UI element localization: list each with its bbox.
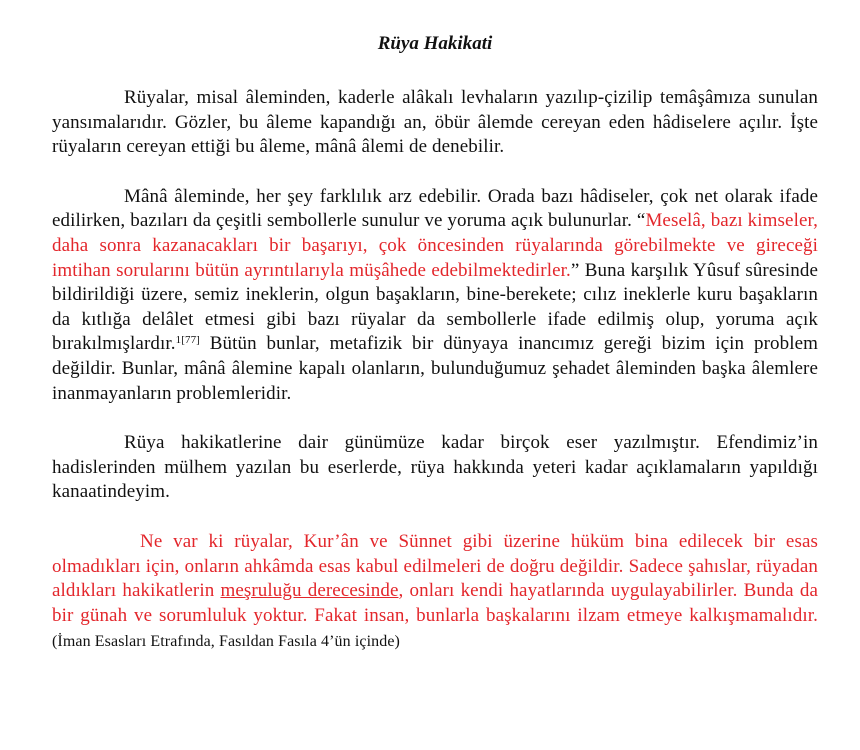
quote-open: “	[636, 210, 646, 232]
paragraph-2	[52, 185, 818, 406]
underlined-phrase: meşruluğu derecesinde	[220, 580, 399, 602]
paragraph-4-part1: Ne var ki rüyalar, Kur’ân ve Sünnet gibi üzerine hüküm bina edilecek bir esas olmadıkları için, onların ahkâmda esas kabul edilmeleri de doğru değildir. Sadece şahıslar, rüyadan aldıkları hakikatlerin	[52, 530, 818, 602]
paragraph-2-intro: Mânâ âleminde, her şey farklılık arz edebilir. Orada bazı hâdiseler, çok net olarak ifade edilirken, bazıları da çeşitli sembollerle sunulur ve yoruma açık bulunurlar.	[52, 185, 818, 232]
quote-highlight: Meselâ, bazı kimseler, daha sonra kazanacakları bir başarıyı, çok öncesinden rüyalarında görebilmekte ve gireceği imtihan sorularını bütün ayrıntılarıyla müşâhede edebilmektedirler.	[52, 210, 818, 281]
quote-close: ”	[570, 259, 585, 281]
document-page	[52, 30, 818, 680]
paragraph-3: Rüya hakikatlerine dair günümüze kadar birçok eser yazılmıştır. Efendimiz’in hadislerinden mülhem yazılan bu eserlerde, rüya hakkında yeteri kadar açıklamaların yapıldığı kanaatindeyim.	[52, 432, 818, 503]
paragraph-4-part2: , onları kendi hayatlarında uygulayabilirler. Bunda da bir günah ve sorumluluk yoktur. Fakat insan, bunlarla başkalarını ilzam etmeye kalkışmamalıdır.	[52, 580, 818, 626]
paragraph-4	[52, 530, 818, 655]
paragraph-1: Rüyalar, misal âleminden, kaderle alâkalı levhaların yazılıp-çizilip temâşâmıza sunulan yansımalarıdır. Gözler, bu âleme kapandığı an, öbür âlemde cereyan eden hâdiselere açılır. İşte rüyaların cereyan ettiği bu âleme, mânâ âlemi de denebilir.	[52, 87, 818, 158]
paragraph-2-middle: Buna karşılık Yûsuf sûresinde bildirildiği üzere, semiz ineklerin, olgun başakların, bine-berekete; cılız ineklerle kuru başakların da kıtlığa delâlet etmesi gibi bazı rüyalar da sembollerle ifade edilmiş olup, yoruma açık bırakılmışlardır.	[52, 259, 818, 355]
paragraph-2-end: Bütün bunlar, metafizik bir dünyaya inancımız gereği bizim için problem değildir. Bunlar, mânâ âlemine kapalı olanların, bulunduğumuz şehadet âleminden başka âlemlere inanmayanların problemleridir.	[52, 333, 818, 404]
source-citation: (İman Esasları Etrafında, Fasıldan Fasıla 4’ün içinde)	[52, 633, 400, 651]
footnote-reference[interactable]: 1[77]	[175, 334, 200, 347]
page-title: Rüya Hakikati	[377, 33, 493, 54]
